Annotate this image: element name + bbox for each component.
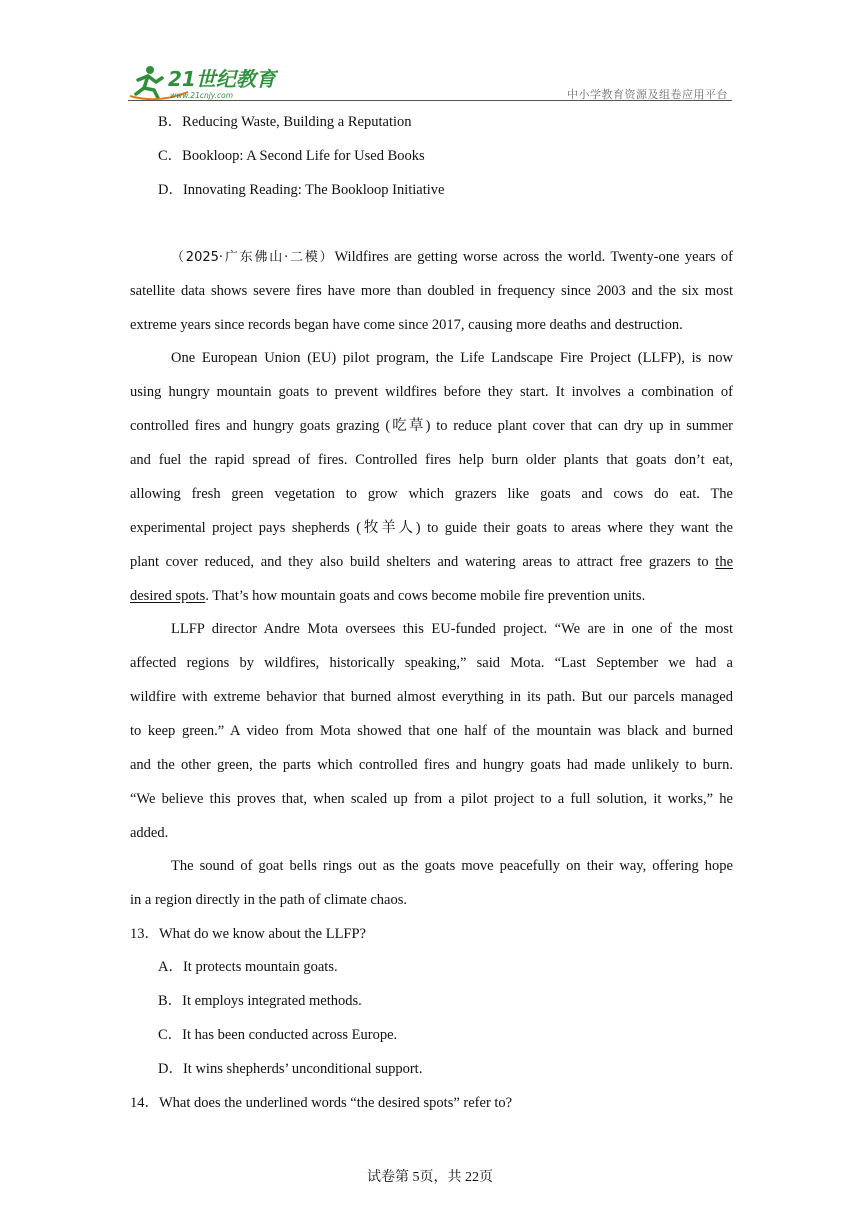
q13-option-c: C．It has been conducted across Europe. bbox=[158, 1027, 398, 1043]
passage-p2-line6: experimental project pays shepherds (牧羊人) to guide their goats to areas where they want the bbox=[130, 520, 733, 536]
passage-p2-line2: using hungry mountain goats to prevent wildfires before they start. It involves a combination of bbox=[130, 384, 733, 400]
underlined-the: the bbox=[715, 554, 734, 570]
question-13-stem: 13．What do we know about the LLFP? bbox=[130, 926, 366, 942]
passage-p3-line5: and the other green, the parts which controlled fires and hungry goats had made unlikely to burn. bbox=[130, 757, 733, 773]
source-tag: （2025·广东佛山·二模） bbox=[171, 250, 335, 265]
option-b-prev: B．Reducing Waste, Building a Reputation bbox=[158, 114, 412, 130]
passage-p3-line6: “We believe this proves that, when scaled up from a pilot project to a full solution, it works,” he bbox=[130, 791, 733, 807]
passage-p2-line1: One European Union (EU) pilot program, the Life Landscape Fire Project (LLFP), is now bbox=[171, 350, 733, 366]
passage-p2-line5: allowing fresh green vegetation to grow which grazers like goats and cows do eat. The bbox=[130, 486, 733, 502]
page-footer: 试卷第 5页，共 22页 bbox=[367, 1170, 493, 1185]
passage-p1-line1: （2025·广东佛山·二模）Wildfires are getting worse across the world. Twenty-one years of bbox=[171, 249, 733, 265]
logo-url: www.21cnjy.com bbox=[170, 91, 234, 100]
q13-option-a: A．It protects mountain goats. bbox=[158, 959, 338, 975]
passage-p1-line2: satellite data shows severe fires have more than doubled in frequency since 2003 and the six most bbox=[130, 283, 733, 299]
page-header bbox=[128, 62, 732, 104]
passage-p1-line3: extreme years since records began have come since 2017, causing more deaths and destruction. bbox=[130, 317, 683, 333]
q13-option-d: D．It wins shepherds’ unconditional support. bbox=[158, 1061, 423, 1077]
question-14-stem: 14．What does the underlined words “the desired spots” refer to? bbox=[130, 1095, 513, 1111]
passage-p3-line4: to keep green.” A video from Mota showed that one half of the mountain was black and burned bbox=[130, 723, 733, 739]
header-platform-text: 中小学教育资源及组卷应用平台 bbox=[567, 88, 728, 101]
option-d-prev: D．Innovating Reading: The Bookloop Initiative bbox=[158, 182, 445, 198]
header-divider bbox=[128, 100, 732, 101]
passage-p3-line2: affected regions by wildfires, historically speaking,” said Mota. “Last September we had a bbox=[130, 655, 733, 671]
passage-p3-line7: added. bbox=[130, 825, 169, 841]
passage-p4-line2: in a region directly in the path of climate chaos. bbox=[130, 892, 408, 908]
passage-p2-line3: controlled fires and hungry goats grazing (吃草) to reduce plant cover that can dry up in summer bbox=[130, 418, 733, 434]
passage-p2-line7: plant cover reduced, and they also build shelters and watering areas to attract free grazers to the bbox=[130, 554, 734, 570]
passage-p3-line3: wildfire with extreme behavior that burned almost everything in its path. But our parcels managed bbox=[130, 689, 733, 705]
21cnjy-logo bbox=[128, 62, 278, 102]
passage-p4-line1: The sound of goat bells rings out as the goats move peacefully on their way, offering hope bbox=[171, 858, 733, 874]
logo-text: 21世纪教育 bbox=[168, 67, 276, 91]
underlined-desired-spots: desired spots bbox=[130, 588, 206, 604]
q13-option-b: B．It employs integrated methods. bbox=[158, 993, 362, 1009]
passage-p3-line1: LLFP director Andre Mota oversees this EU-funded project. “We are in one of the most bbox=[171, 621, 733, 637]
passage-p2-line4: and fuel the rapid spread of fires. Controlled fires help burn older plants that goats don’t eat, bbox=[130, 452, 733, 468]
option-c-prev: C．Bookloop: A Second Life for Used Books bbox=[158, 148, 425, 164]
passage-p2-line8: desired spots. That’s how mountain goats and cows become mobile fire prevention units. bbox=[130, 588, 646, 604]
